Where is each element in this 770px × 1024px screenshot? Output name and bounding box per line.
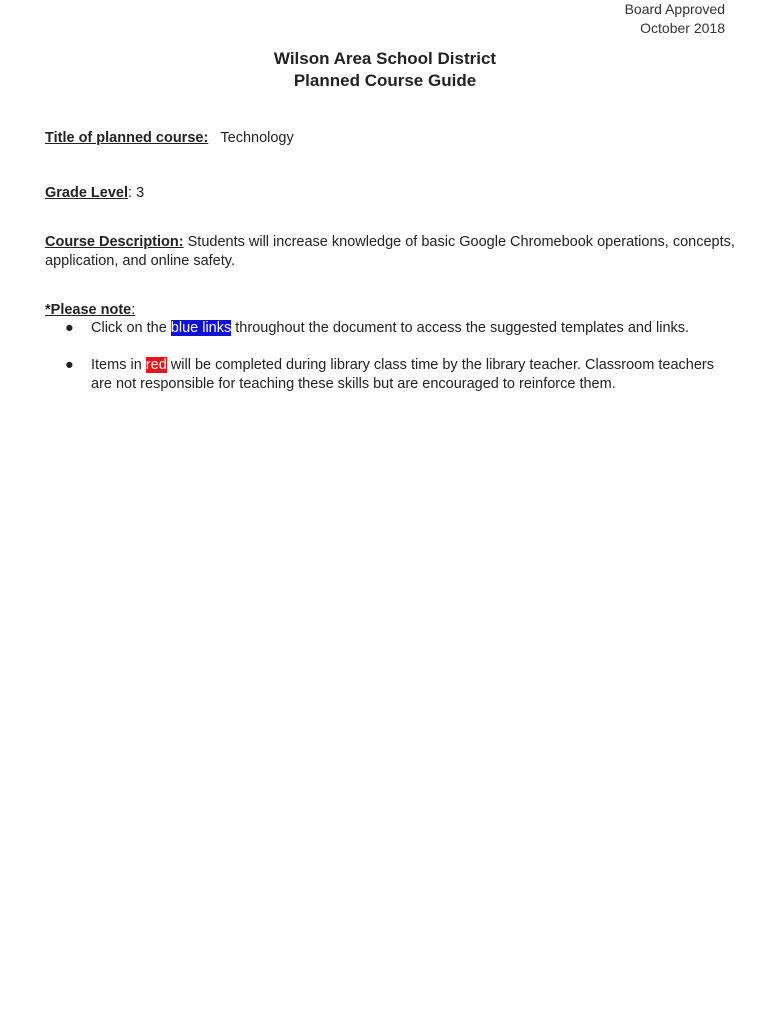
- course-description-label: Course Description:: [45, 234, 184, 250]
- note-item-red-items: [45, 356, 735, 394]
- blue-links-highlight: blue links: [170, 320, 232, 336]
- red-highlight: red: [145, 357, 167, 373]
- bullet-icon: ●: [65, 320, 74, 336]
- course-title-value: Technology: [220, 130, 294, 146]
- course-description-text: Students will increase knowledge of basic Google Chromebook operations, concepts, application, and online safety.: [45, 234, 735, 269]
- approval-stamp: [625, 0, 725, 38]
- bullet-icon: ●: [65, 357, 74, 373]
- grade-level-label: Grade Level: [45, 185, 129, 201]
- note-text-after: will be completed during library class time by the library teacher. Classroom teachers are not responsible for teaching these skills but are encouraged to reinforce them.: [91, 357, 714, 392]
- note-item-blue-links: [45, 319, 735, 338]
- grade-level-section: [45, 184, 735, 203]
- note-heading: [45, 301, 735, 320]
- note-text-before: Items in: [91, 357, 146, 373]
- grade-level-value: 3: [136, 185, 145, 201]
- note-text-before: Click on the: [91, 320, 171, 336]
- district-name: Wilson Area School District: [273, 49, 497, 68]
- note-separator: :: [131, 302, 136, 318]
- guide-name: Planned Course Guide: [293, 71, 477, 90]
- course-title-label: Title of planned course:: [45, 130, 209, 146]
- course-title-section: [45, 129, 735, 148]
- note-list-1: [45, 319, 735, 338]
- note-label: *Please note: [45, 302, 132, 318]
- approval-status: Board Approved: [624, 1, 725, 17]
- document-title: [0, 48, 770, 92]
- note-text-after: throughout the document to access the suggested templates and links.: [231, 320, 690, 336]
- course-description-section: [45, 233, 735, 271]
- approval-date: October 2018: [640, 20, 725, 36]
- note-list-2: [45, 356, 735, 394]
- grade-level-separator: :: [128, 185, 133, 201]
